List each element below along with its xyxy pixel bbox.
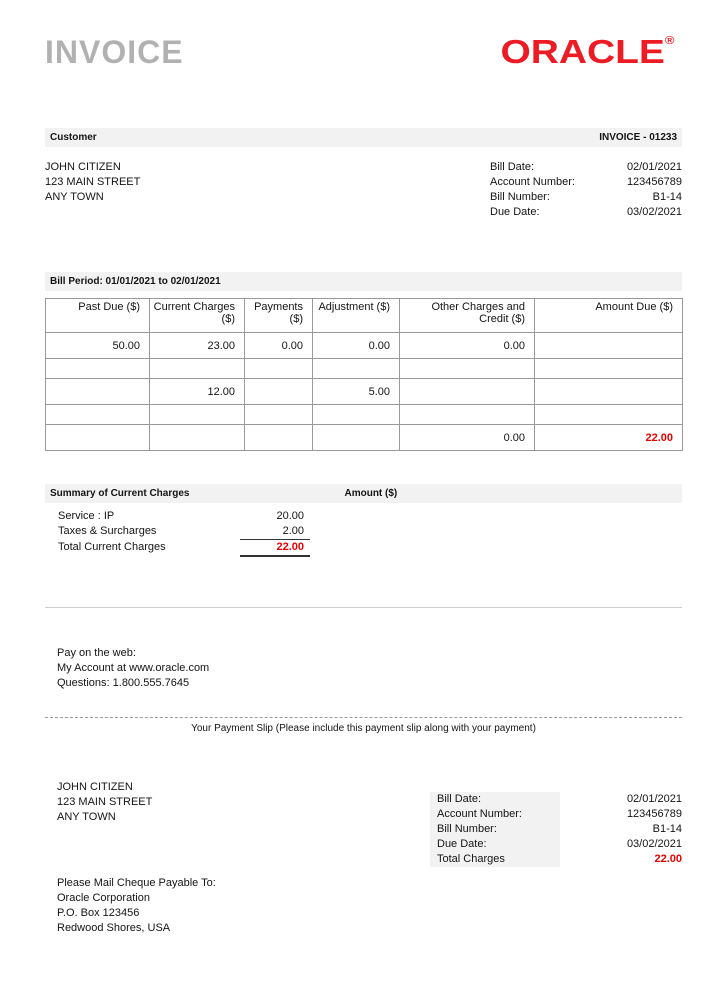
col-other-charges: Other Charges and Credit ($)	[400, 299, 535, 333]
slip-account-number-value: 123456789	[626, 808, 682, 820]
cell	[150, 359, 245, 379]
bill-date-value: 02/01/2021	[626, 161, 682, 173]
cell-past-due	[46, 425, 150, 451]
cell-past-due	[46, 379, 150, 405]
col-current-charges: Current Charges ($)	[150, 299, 245, 333]
address-line: JOHN CITIZEN	[57, 781, 133, 793]
oracle-logo	[500, 33, 674, 71]
cell	[535, 359, 683, 379]
page-title: INVOICE	[45, 34, 184, 70]
col-past-due: Past Due ($)	[46, 299, 150, 333]
cell-other-charges: 0.00	[400, 333, 535, 359]
slip-account-number-label: Account Number:	[430, 807, 560, 822]
slip-due-date-value: 03/02/2021	[626, 838, 682, 850]
cell	[400, 405, 535, 425]
bill-period-text: Bill Period: 01/01/2021 to 02/01/2021	[50, 276, 221, 287]
address-line: 123 MAIN STREET	[57, 796, 153, 808]
amount-column-label: Amount ($)	[344, 488, 398, 499]
table-row	[46, 359, 683, 379]
summary-total-amount: 22.00	[240, 540, 310, 557]
cell	[150, 405, 245, 425]
customer-address	[45, 160, 140, 205]
cell-payments	[245, 379, 313, 405]
slip-bill-date-value: 02/01/2021	[626, 793, 682, 805]
cell	[313, 359, 400, 379]
mail-cheque-line: Please Mail Cheque Payable To:	[57, 877, 216, 889]
registered-trademark-icon: ®	[664, 35, 674, 47]
invoice-number: INVOICE - 01233	[599, 132, 677, 143]
summary-rows	[45, 509, 310, 557]
cell	[535, 405, 683, 425]
mail-cheque-block	[57, 876, 216, 936]
summary-amount: 20.00	[276, 510, 304, 522]
cell-amount-due	[535, 379, 683, 405]
table-row	[46, 425, 683, 451]
slip-billing-info	[430, 792, 682, 867]
summary-row-taxes	[45, 524, 310, 540]
payment-slip-tear-line	[45, 717, 682, 718]
cell-current-charges: 12.00	[150, 379, 245, 405]
address-line: ANY TOWN	[57, 811, 116, 823]
cell-adjustment: 0.00	[313, 333, 400, 359]
summary-amount: 2.00	[240, 524, 310, 540]
customer-section-bar	[45, 128, 682, 147]
mail-cheque-line: Oracle Corporation	[57, 892, 150, 904]
cell-current-charges: 23.00	[150, 333, 245, 359]
summary-label: Taxes & Surcharges	[58, 525, 157, 537]
bill-number-value: B1-14	[652, 191, 682, 203]
account-number-value: 123456789	[626, 176, 682, 188]
cell	[400, 359, 535, 379]
address-line: JOHN CITIZEN	[45, 161, 121, 173]
address-line: 123 MAIN STREET	[45, 176, 141, 188]
mail-cheque-line: Redwood Shores, USA	[57, 922, 171, 934]
due-date-value: 03/02/2021	[626, 206, 682, 218]
pay-web-url: My Account at www.oracle.com	[57, 662, 210, 674]
due-date-label: Due Date:	[490, 206, 540, 218]
table-row	[46, 379, 683, 405]
cell-amount-due-total: 22.00	[535, 425, 683, 451]
pay-on-web-block	[57, 646, 209, 691]
col-adjustment: Adjustment ($)	[313, 299, 400, 333]
summary-row-service	[45, 509, 310, 524]
mail-cheque-line: P.O. Box 123456	[57, 907, 140, 919]
col-payments: Payments ($)	[245, 299, 313, 333]
slip-total-charges-value: 22.00	[654, 853, 682, 865]
summary-bar-label: Summary of Current Charges	[50, 488, 190, 499]
pay-web-line: Pay on the web:	[57, 647, 136, 659]
charges-table	[45, 298, 683, 451]
customer-bar-label: Customer	[50, 132, 97, 143]
slip-total-charges-label: Total Charges	[430, 852, 560, 867]
table-row	[46, 405, 683, 425]
cell-other-charges	[400, 379, 535, 405]
oracle-logo-text: ORACLE	[500, 33, 665, 70]
bill-date-label: Bill Date:	[490, 161, 535, 173]
section-divider	[45, 607, 682, 608]
cell-adjustment	[313, 425, 400, 451]
cell-payments: 0.00	[245, 333, 313, 359]
cell-amount-due	[535, 333, 683, 359]
cell	[313, 405, 400, 425]
cell	[245, 405, 313, 425]
summary-row-total	[45, 540, 310, 557]
slip-customer-address	[57, 780, 152, 825]
charges-header-row	[46, 299, 683, 333]
summary-label: Service : IP	[58, 510, 115, 522]
pay-questions-phone: Questions: 1.800.555.7645	[57, 677, 190, 689]
bill-period-bar	[45, 272, 682, 291]
col-amount-due: Amount Due ($)	[535, 299, 683, 333]
cell-payments	[245, 425, 313, 451]
cell	[245, 359, 313, 379]
billing-info	[490, 160, 682, 220]
cell-past-due: 50.00	[46, 333, 150, 359]
slip-bill-number-label: Bill Number:	[430, 822, 560, 837]
cell-adjustment: 5.00	[313, 379, 400, 405]
table-row	[46, 333, 683, 359]
cell	[46, 405, 150, 425]
slip-due-date-label: Due Date:	[430, 837, 560, 852]
cell-current-charges	[150, 425, 245, 451]
slip-bill-number-value: B1-14	[652, 823, 682, 835]
summary-label: Total Current Charges	[58, 541, 166, 553]
slip-bill-date-label: Bill Date:	[430, 792, 560, 807]
summary-section-bar	[45, 484, 682, 503]
bill-number-label: Bill Number:	[490, 191, 550, 203]
cell-other-charges: 0.00	[400, 425, 535, 451]
address-line: ANY TOWN	[45, 191, 104, 203]
cell	[46, 359, 150, 379]
account-number-label: Account Number:	[490, 176, 575, 188]
payment-slip-caption: Your Payment Slip (Please include this payment slip along with your payment)	[191, 723, 536, 734]
